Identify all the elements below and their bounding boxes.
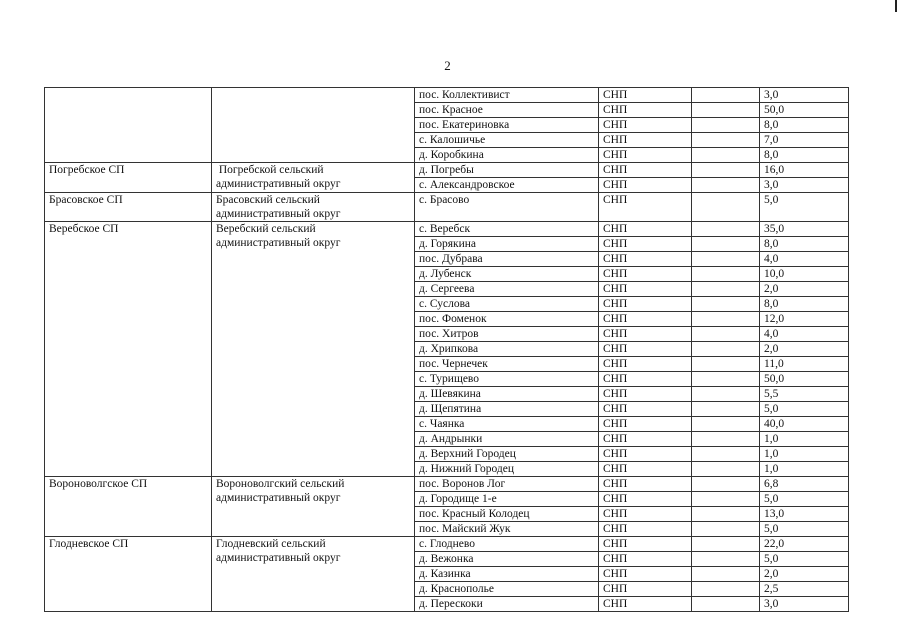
settlement-name-cell: д. Шевякина [415, 387, 599, 402]
settlement-name-cell: с. Чаянка [415, 417, 599, 432]
administrative-district-cell: Погребской сельский административный округ [212, 163, 415, 193]
settlement-name-cell: с. Брасово [415, 193, 599, 222]
empty-cell [692, 597, 760, 612]
rural-settlement-cell: Глодневское СП [45, 537, 212, 612]
settlement-value-cell: 2,0 [760, 282, 849, 297]
settlement-type-cell: СНП [599, 103, 692, 118]
empty-cell [692, 133, 760, 148]
settlement-name-cell: д. Перескоки [415, 597, 599, 612]
empty-cell [692, 462, 760, 477]
settlement-value-cell: 6,8 [760, 477, 849, 492]
empty-cell [692, 537, 760, 552]
empty-cell [692, 103, 760, 118]
empty-cell [692, 193, 760, 222]
settlement-name-cell: д. Лубенск [415, 267, 599, 282]
settlement-name-cell: с. Турищево [415, 372, 599, 387]
settlement-value-cell: 5,5 [760, 387, 849, 402]
settlement-type-cell: СНП [599, 148, 692, 163]
empty-cell [692, 447, 760, 462]
table-row [45, 222, 849, 237]
empty-cell [692, 567, 760, 582]
settlement-value-cell: 13,0 [760, 507, 849, 522]
settlement-name-cell: с. Глоднево [415, 537, 599, 552]
settlement-type-cell: СНП [599, 567, 692, 582]
rural-settlement-cell [45, 88, 212, 163]
settlement-value-cell: 8,0 [760, 118, 849, 133]
settlement-value-cell: 4,0 [760, 327, 849, 342]
settlement-name-cell: с. Калошичье [415, 133, 599, 148]
settlement-type-cell: СНП [599, 597, 692, 612]
settlement-name-cell: пос. Екатериновка [415, 118, 599, 133]
administrative-district-cell: Вороноволгский сельский административный округ [212, 477, 415, 537]
settlement-type-cell: СНП [599, 133, 692, 148]
settlement-type-cell: СНП [599, 342, 692, 357]
empty-cell [692, 402, 760, 417]
settlement-value-cell: 2,5 [760, 582, 849, 597]
settlement-value-cell: 5,0 [760, 552, 849, 567]
settlement-type-cell: СНП [599, 327, 692, 342]
settlement-type-cell: СНП [599, 447, 692, 462]
settlement-type-cell: СНП [599, 267, 692, 282]
empty-cell [692, 237, 760, 252]
empty-cell [692, 492, 760, 507]
rural-settlement-cell: Брасовское СП [45, 193, 212, 222]
settlement-name-cell: пос. Красный Колодец [415, 507, 599, 522]
administrative-district-cell: Глодневский сельский административный округ [212, 537, 415, 612]
settlement-type-cell: СНП [599, 582, 692, 597]
settlement-name-cell: д. Сергеева [415, 282, 599, 297]
settlement-name-cell: с. Веребск [415, 222, 599, 237]
settlement-name-cell: д. Городище 1-е [415, 492, 599, 507]
empty-cell [692, 267, 760, 282]
settlement-value-cell: 1,0 [760, 447, 849, 462]
settlement-value-cell: 5,0 [760, 522, 849, 537]
empty-cell [692, 327, 760, 342]
settlements-table-body [45, 88, 849, 612]
settlement-type-cell: СНП [599, 282, 692, 297]
settlement-name-cell: д. Верхний Городец [415, 447, 599, 462]
empty-cell [692, 507, 760, 522]
settlement-name-cell: пос. Воронов Лог [415, 477, 599, 492]
settlement-value-cell: 40,0 [760, 417, 849, 432]
settlement-type-cell: СНП [599, 372, 692, 387]
empty-cell [692, 222, 760, 237]
settlement-name-cell: с. Суслова [415, 297, 599, 312]
settlement-type-cell: СНП [599, 88, 692, 103]
rural-settlement-cell: Вороноволгское СП [45, 477, 212, 537]
settlement-value-cell: 3,0 [760, 88, 849, 103]
settlement-type-cell: СНП [599, 252, 692, 267]
settlement-type-cell: СНП [599, 432, 692, 447]
page-number: 2 [444, 58, 451, 73]
settlement-value-cell: 50,0 [760, 372, 849, 387]
empty-cell [692, 252, 760, 267]
settlement-value-cell: 22,0 [760, 537, 849, 552]
empty-cell [692, 387, 760, 402]
settlement-name-cell: с. Александровское [415, 178, 599, 193]
settlement-value-cell: 1,0 [760, 432, 849, 447]
settlement-type-cell: СНП [599, 477, 692, 492]
settlement-name-cell: пос. Дубрава [415, 252, 599, 267]
administrative-district-cell: Брасовский сельский административный округ [212, 193, 415, 222]
empty-cell [692, 522, 760, 537]
rural-settlement-cell: Погребское СП [45, 163, 212, 193]
settlement-type-cell: СНП [599, 178, 692, 193]
settlement-type-cell: СНП [599, 537, 692, 552]
settlement-type-cell: СНП [599, 552, 692, 567]
settlement-type-cell: СНП [599, 492, 692, 507]
empty-cell [692, 178, 760, 193]
settlement-type-cell: СНП [599, 417, 692, 432]
settlement-type-cell: СНП [599, 237, 692, 252]
settlement-type-cell: СНП [599, 297, 692, 312]
settlement-type-cell: СНП [599, 462, 692, 477]
settlement-value-cell: 4,0 [760, 252, 849, 267]
table-row [45, 477, 849, 492]
settlement-value-cell: 12,0 [760, 312, 849, 327]
settlement-name-cell: д. Горякина [415, 237, 599, 252]
settlement-name-cell: д. Щепятина [415, 402, 599, 417]
settlement-name-cell: д. Андрынки [415, 432, 599, 447]
empty-cell [692, 357, 760, 372]
table-row [45, 88, 849, 103]
settlement-value-cell: 5,0 [760, 193, 849, 222]
settlement-value-cell: 8,0 [760, 297, 849, 312]
settlement-value-cell: 3,0 [760, 178, 849, 193]
settlement-type-cell: СНП [599, 507, 692, 522]
settlement-value-cell: 50,0 [760, 103, 849, 118]
settlement-name-cell: д. Погребы [415, 163, 599, 178]
settlement-value-cell: 3,0 [760, 597, 849, 612]
empty-cell [692, 417, 760, 432]
empty-cell [692, 118, 760, 133]
empty-cell [692, 282, 760, 297]
settlement-type-cell: СНП [599, 222, 692, 237]
rural-settlement-cell: Веребское СП [45, 222, 212, 477]
empty-cell [692, 342, 760, 357]
empty-cell [692, 432, 760, 447]
table-row [45, 163, 849, 178]
settlement-type-cell: СНП [599, 312, 692, 327]
settlement-value-cell: 7,0 [760, 133, 849, 148]
settlement-name-cell: д. Хрипкова [415, 342, 599, 357]
settlement-value-cell: 8,0 [760, 148, 849, 163]
settlement-name-cell: д. Коробкина [415, 148, 599, 163]
settlement-name-cell: пос. Коллективист [415, 88, 599, 103]
settlement-value-cell: 5,0 [760, 402, 849, 417]
settlement-type-cell: СНП [599, 193, 692, 222]
page-edge-mark [895, 0, 897, 12]
settlement-value-cell: 2,0 [760, 342, 849, 357]
settlement-type-cell: СНП [599, 118, 692, 133]
settlement-value-cell: 1,0 [760, 462, 849, 477]
empty-cell [692, 477, 760, 492]
table-row [45, 537, 849, 552]
empty-cell [692, 297, 760, 312]
settlement-name-cell: д. Вежонка [415, 552, 599, 567]
settlement-name-cell: д. Казинка [415, 567, 599, 582]
settlement-name-cell: д. Нижний Городец [415, 462, 599, 477]
settlement-value-cell: 2,0 [760, 567, 849, 582]
settlement-value-cell: 8,0 [760, 237, 849, 252]
settlement-name-cell: пос. Хитров [415, 327, 599, 342]
administrative-district-cell: Веребский сельский административный округ [212, 222, 415, 477]
settlement-name-cell: д. Краснополье [415, 582, 599, 597]
settlement-type-cell: СНП [599, 163, 692, 178]
settlement-type-cell: СНП [599, 387, 692, 402]
administrative-district-cell [212, 88, 415, 163]
settlement-name-cell: пос. Чернечек [415, 357, 599, 372]
settlement-value-cell: 35,0 [760, 222, 849, 237]
empty-cell [692, 163, 760, 178]
settlement-value-cell: 16,0 [760, 163, 849, 178]
settlement-type-cell: СНП [599, 357, 692, 372]
empty-cell [692, 372, 760, 387]
empty-cell [692, 582, 760, 597]
empty-cell [692, 552, 760, 567]
empty-cell [692, 148, 760, 163]
table-row [45, 193, 849, 222]
settlement-name-cell: пос. Майский Жук [415, 522, 599, 537]
settlement-name-cell: пос. Фоменок [415, 312, 599, 327]
settlement-value-cell: 11,0 [760, 357, 849, 372]
settlement-type-cell: СНП [599, 402, 692, 417]
settlement-value-cell: 10,0 [760, 267, 849, 282]
settlement-type-cell: СНП [599, 522, 692, 537]
settlement-name-cell: пос. Красное [415, 103, 599, 118]
settlement-value-cell: 5,0 [760, 492, 849, 507]
settlements-table [44, 87, 849, 612]
empty-cell [692, 88, 760, 103]
empty-cell [692, 312, 760, 327]
